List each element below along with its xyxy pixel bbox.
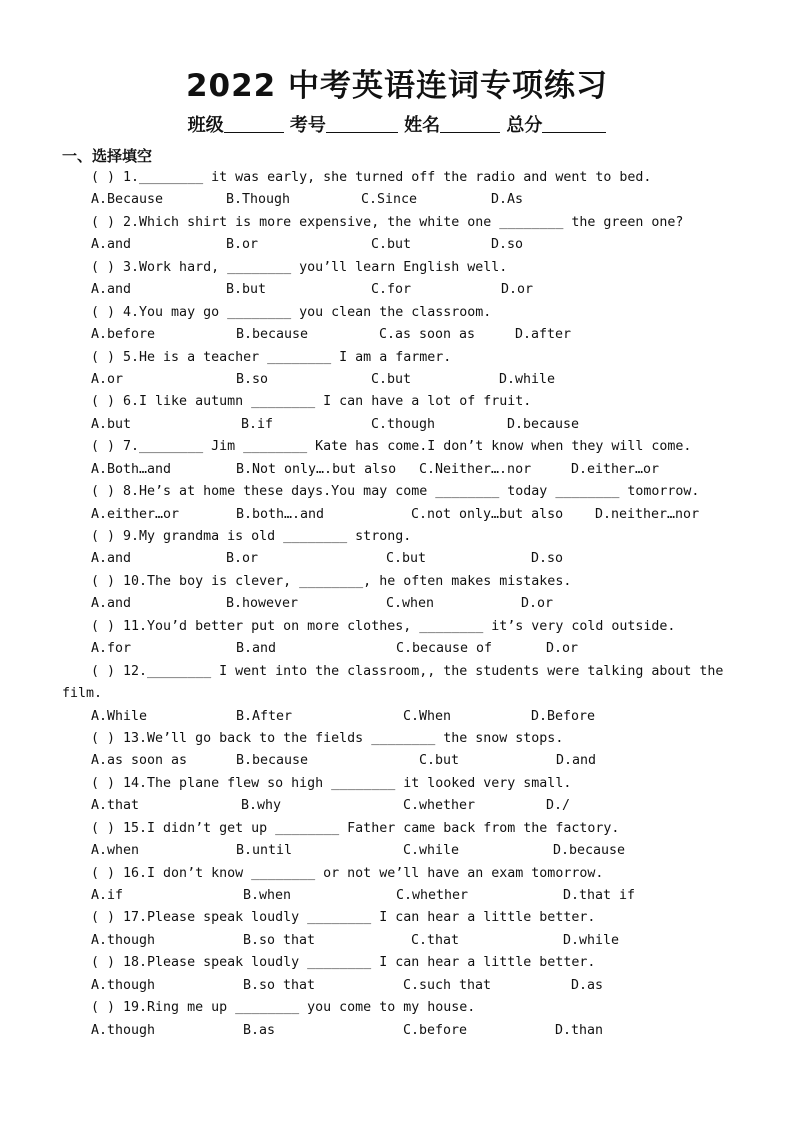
question-stem: ( ) 12.________ I went into the classroom,, the students were talking about the [91, 663, 724, 679]
option-b: B.however [226, 596, 299, 612]
option-c: C.not only…but also [411, 506, 564, 522]
number-label: 考号 [289, 115, 326, 136]
option-d: D.either…or [571, 461, 660, 477]
option-row [62, 279, 742, 301]
question-stem: ( ) 13.We’ll go back to the fields ________ the snow stops. [91, 730, 564, 746]
option-b: B.so [236, 371, 269, 387]
name-label: 姓名 [404, 115, 441, 136]
question-stem-continued: film. [62, 686, 103, 702]
option-c: C.for [371, 282, 412, 298]
option-b: B.if [241, 416, 274, 432]
question-stem: ( ) 15.I didn’t get up ________ Father came back from the factory. [91, 820, 620, 836]
option-d: D.so [491, 237, 524, 253]
option-b: B.why [241, 798, 282, 814]
option-d: D.or [521, 596, 554, 612]
option-row [62, 504, 742, 526]
option-d: D.while [499, 371, 556, 387]
option-d: D.because [553, 843, 626, 859]
option-a: A.and [91, 596, 132, 612]
option-row [62, 324, 742, 346]
option-a: A.Because [91, 192, 164, 208]
option-b: B.Though [226, 192, 291, 208]
option-b: B.or [226, 551, 259, 567]
option-row [62, 750, 742, 772]
option-row [62, 795, 742, 817]
option-a: A.for [91, 641, 132, 657]
option-a: A.before [91, 327, 156, 343]
option-d: D.while [563, 932, 620, 948]
option-row [62, 706, 742, 728]
option-d: D.as [571, 977, 604, 993]
option-d: D.neither…nor [595, 506, 700, 522]
option-c: C.such that [403, 977, 492, 993]
option-a: A.but [91, 416, 132, 432]
option-b: B.because [236, 327, 309, 343]
option-d: D.As [491, 192, 524, 208]
option-d: D.after [515, 327, 572, 343]
option-d: D.and [556, 753, 597, 769]
option-d: D.or [546, 641, 579, 657]
option-d: D.than [555, 1022, 604, 1038]
option-d: D.or [501, 282, 534, 298]
option-c: C.but [419, 753, 460, 769]
option-c: C.but [371, 371, 412, 387]
option-row [62, 638, 742, 660]
question-stem: ( ) 1.________ it was early, she turned off the radio and went to bed. [91, 170, 652, 185]
option-b: B.when [243, 888, 292, 903]
question-list [62, 167, 742, 1042]
number-blank [326, 116, 398, 133]
question-stem: ( ) 14.The plane flew so high ________ it looked very small. [91, 775, 572, 791]
option-b: B.and [236, 641, 277, 657]
option-d: D./ [546, 798, 571, 814]
question-stem: ( ) 10.The boy is clever, ________, he often makes mistakes. [91, 573, 572, 589]
question-stem: ( ) 11.You’d better put on more clothes, ________ it’s very cold outside. [91, 618, 676, 634]
option-a: A.though [91, 977, 156, 993]
option-b: B.Not only….but also [236, 461, 397, 477]
option-a: A.though [91, 1022, 156, 1038]
question-stem: ( ) 7.________ Jim ________ Kate has come.I don’t know when they will come. [91, 439, 692, 455]
option-a: A.and [91, 237, 132, 253]
option-row [62, 1020, 742, 1042]
question-stem: ( ) 6.I like autumn ________ I can have a lot of fruit. [91, 394, 532, 410]
option-c: C.Since [361, 192, 418, 208]
question-stem: ( ) 19.Ring me up ________ you come to my house. [91, 1000, 476, 1016]
class-blank [224, 116, 284, 133]
option-c: C.though [371, 416, 436, 432]
question-stem: ( ) 17.Please speak loudly ________ I can hear a little better. [91, 910, 596, 926]
question-stem: ( ) 2.Which shirt is more expensive, the white one ________ the green one? [91, 214, 684, 230]
option-c: C.before [403, 1022, 468, 1038]
option-c: C.but [371, 237, 412, 253]
option-row [62, 593, 742, 615]
option-a: A.or [91, 371, 124, 387]
option-c: C.that [411, 932, 460, 948]
option-row [62, 840, 742, 862]
option-c: C.because of [396, 641, 493, 657]
option-a: A.and [91, 282, 132, 298]
name-blank [440, 116, 500, 133]
option-b: B.but [226, 282, 267, 298]
score-label: 总分 [506, 115, 543, 136]
option-b: B.until [236, 843, 293, 859]
question-stem: ( ) 5.He is a teacher ________ I am a farmer. [91, 349, 452, 365]
option-d: D.because [507, 416, 580, 432]
option-row [62, 189, 742, 211]
option-a: A.though [91, 932, 156, 948]
question-stem: ( ) 9.My grandma is old ________ strong. [91, 529, 412, 544]
option-c: C.whether [403, 798, 476, 814]
option-row [62, 885, 742, 907]
score-blank [542, 116, 606, 133]
option-c: C.while [403, 843, 460, 859]
option-c: C.Neither….nor [419, 461, 532, 477]
option-b: B.or [226, 237, 259, 253]
option-a: A.either…or [91, 506, 180, 522]
section-title: 一、选择填空 [62, 147, 153, 165]
option-b: B.because [236, 753, 309, 769]
option-a: A.that [91, 798, 140, 814]
option-a: A.as soon as [91, 753, 188, 769]
question-stem: ( ) 8.He’s at home these days.You may come ________ today ________ tomorrow. [91, 484, 700, 500]
question-stem: ( ) 16.I don’t know ________ or not we’ll have an exam tomorrow. [91, 865, 604, 881]
option-row [62, 975, 742, 997]
option-c: C.when [386, 596, 435, 612]
option-d: D.Before [531, 708, 596, 724]
option-b: B.After [236, 708, 293, 724]
option-a: A.Both…and [91, 461, 172, 477]
option-row [62, 414, 742, 436]
class-label: 班级 [187, 115, 224, 136]
option-c: C.When [403, 708, 452, 724]
option-c: C.but [386, 551, 427, 567]
question-stem: ( ) 4.You may go ________ you clean the classroom. [91, 304, 492, 320]
option-a: A.when [91, 843, 140, 859]
option-d: D.so [531, 551, 564, 567]
option-row [62, 369, 742, 391]
option-d: D.that if [563, 888, 636, 903]
option-c: C.whether [396, 888, 469, 903]
question-stem: ( ) 18.Please speak loudly ________ I can hear a little better. [91, 955, 596, 971]
page-title: 2022 中考英语连词专项练习 [185, 68, 609, 104]
option-row [62, 234, 742, 256]
student-info-line [0, 111, 794, 137]
option-a: A.While [91, 708, 148, 724]
option-b: B.both….and [236, 506, 325, 522]
question-stem: ( ) 3.Work hard, ________ you’ll learn English well. [91, 259, 508, 275]
option-a: A.and [91, 551, 132, 567]
option-b: B.so that [243, 932, 316, 948]
option-c: C.as soon as [379, 327, 476, 343]
option-row [62, 930, 742, 952]
option-row [62, 459, 742, 481]
option-a: A.if [91, 888, 124, 903]
option-row [62, 548, 742, 570]
option-b: B.as [243, 1022, 276, 1038]
option-b: B.so that [243, 977, 316, 993]
